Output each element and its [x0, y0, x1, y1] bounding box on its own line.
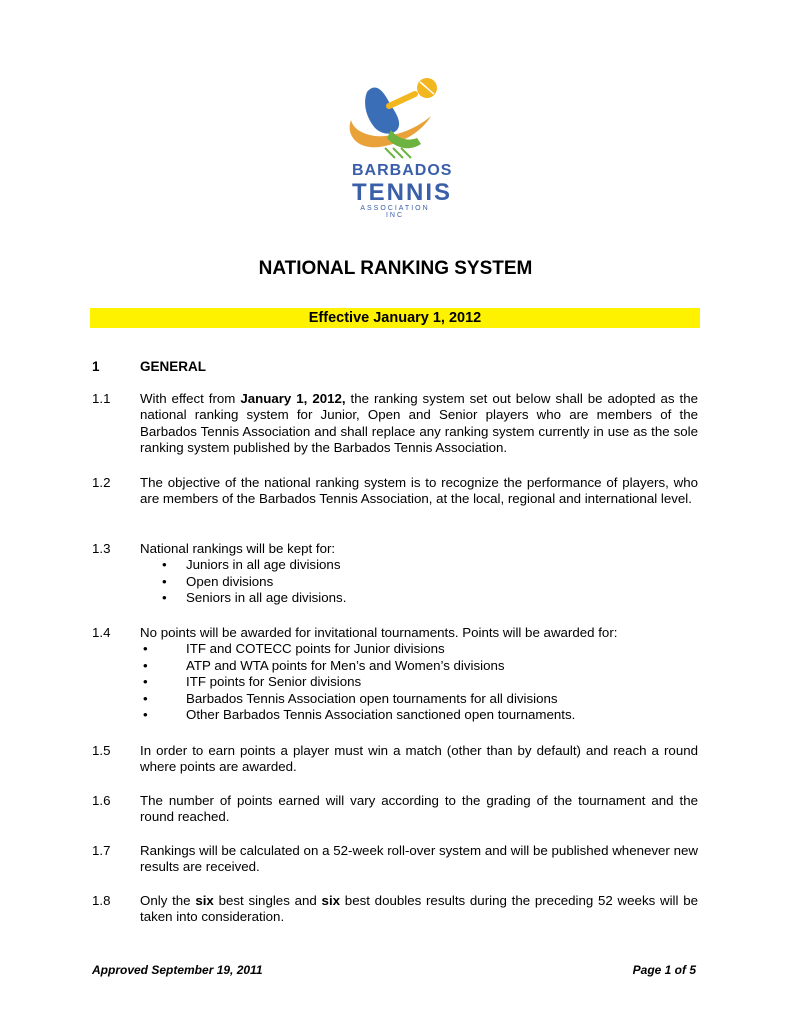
- paragraph-1-1: [92, 391, 698, 457]
- bold-text-run: six: [195, 893, 214, 908]
- paragraph-1-4: [92, 625, 698, 723]
- paragraph-number: 1.6: [92, 793, 111, 808]
- text-run: Only the: [140, 893, 196, 908]
- section-number: 1: [92, 359, 100, 374]
- paragraph-body: The objective of the national ranking system is to recognize the performance of players, who are members of the Barbados Tennis Association, at the local, regional and international level.: [140, 475, 698, 507]
- paragraph-body: [140, 541, 698, 607]
- paragraph-body: Rankings will be calculated on a 52-week roll-over system and will be published whenever new results are received.: [140, 843, 698, 875]
- logo-text-line1: BARBADOS: [352, 162, 453, 179]
- bullet-list: [140, 557, 698, 606]
- bold-text-run: January 1, 2012,: [240, 391, 346, 406]
- paragraph-number: 1.3: [92, 541, 111, 556]
- bold-text-run: six: [321, 893, 341, 908]
- document-title: NATIONAL RANKING SYSTEM: [258, 258, 533, 279]
- paragraph-body: The number of points earned will vary according to the grading of the tournament and the round reached.: [140, 793, 698, 825]
- paragraph-number: 1.2: [92, 475, 111, 490]
- section-title: GENERAL: [140, 359, 207, 374]
- list-item: • Open divisions: [140, 574, 698, 590]
- bullet-list: [140, 641, 698, 723]
- paragraph-number: 1.1: [92, 391, 111, 406]
- paragraph-body: [140, 391, 698, 457]
- effective-date-banner: Effective January 1, 2012: [90, 308, 700, 328]
- tennis-player-island-icon: [345, 72, 445, 164]
- paragraph-body: In order to earn points a player must win a match (other than by default) and reach a round where points are awarded.: [140, 743, 698, 775]
- paragraph-body: [140, 893, 698, 926]
- paragraph-lead-text: No points will be awarded for invitational tournaments. Points will be awarded for:: [140, 625, 618, 640]
- list-item: • ATP and WTA points for Men’s and Women’s divisions: [140, 658, 698, 674]
- paragraph-1-3: [92, 541, 698, 607]
- paragraph-number: 1.8: [92, 893, 111, 908]
- logo-text-line2: TENNIS: [352, 179, 453, 206]
- paragraph-1-7: [92, 843, 698, 876]
- paragraph-body: [140, 625, 698, 723]
- list-item: • Seniors in all age divisions.: [140, 590, 698, 606]
- paragraph-1-2: [92, 475, 698, 508]
- paragraph-1-8: [92, 893, 698, 926]
- text-run: With effect from: [140, 391, 241, 406]
- paragraph-number: 1.7: [92, 843, 111, 858]
- list-item: • ITF and COTECC points for Junior divisions: [140, 641, 698, 657]
- text-run: the ranking system set out below shall be adopted as the national ranking system for Junior, Open and Senior players who are members of the Barbados Tennis Association and shall replace any ranking system currently in use as the sole ranking system published by the Barbados Tennis Association.: [140, 391, 698, 456]
- paragraph-1-5: [92, 743, 698, 776]
- list-item: • Barbados Tennis Association open tournaments for all divisions: [140, 691, 698, 707]
- paragraph-number: 1.4: [92, 625, 111, 640]
- list-item: • Other Barbados Tennis Association sanctioned open tournaments.: [140, 707, 698, 723]
- text-run: best singles and: [213, 893, 322, 908]
- footer-page-number: Page 1 of 5: [632, 963, 696, 977]
- logo-text-line3: ASSOCIATION INC: [360, 205, 430, 219]
- list-item: • ITF points for Senior divisions: [140, 674, 698, 690]
- text-run: best doubles results during the preceding 52 weeks will be taken into consideration.: [140, 893, 698, 925]
- paragraph-number: 1.5: [92, 743, 111, 758]
- paragraph-1-6: [92, 793, 698, 826]
- list-item: • Juniors in all age divisions: [140, 557, 698, 573]
- footer-approval-date: Approved September 19, 2011: [92, 963, 263, 977]
- paragraph-lead-text: National rankings will be kept for:: [140, 541, 336, 556]
